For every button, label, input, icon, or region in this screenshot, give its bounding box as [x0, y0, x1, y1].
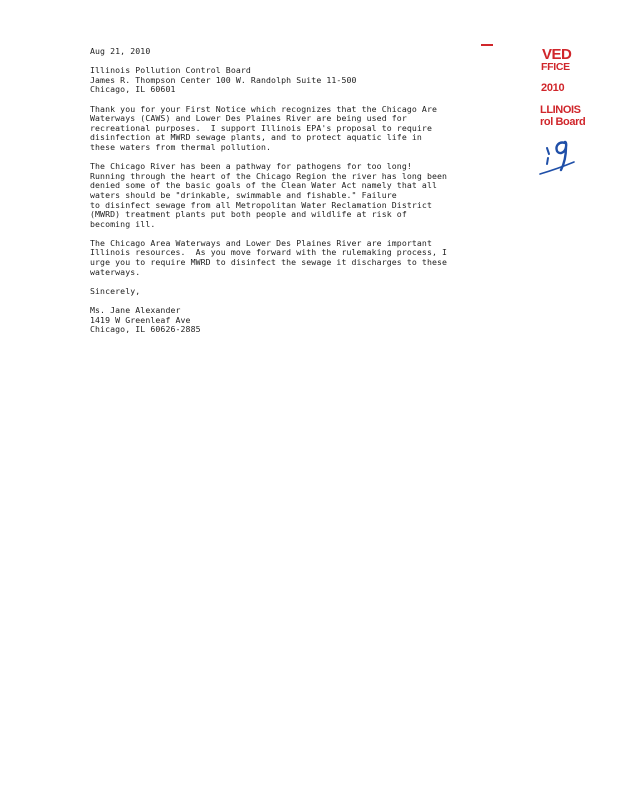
paragraph-line: (MWRD) treatment plants put both people and wildlife at risk of	[90, 209, 407, 220]
stamp-state-text: LLINOIS	[540, 104, 581, 116]
stamp-received-text: VED	[542, 46, 572, 63]
handwritten-mark	[538, 134, 578, 178]
paragraph-line: recreational purposes. I support Illinois EPA's proposal to require	[90, 122, 432, 133]
paragraph-line: becoming ill.	[90, 218, 156, 229]
recipient-line: James R. Thompson Center 100 W. Randolph Suite 11-500	[90, 74, 357, 85]
paragraph-line: Thank you for your First Notice which recognizes that the Chicago Are	[90, 103, 438, 114]
letter-date: Aug 21, 2010	[90, 46, 151, 56]
paragraph-line: The Chicago Area Waterways and Lower Des Plaines River are important	[90, 237, 432, 248]
stamp-office-text: FFICE	[541, 61, 570, 73]
paragraph-2	[90, 162, 490, 229]
recipient-address	[90, 66, 490, 95]
stamp-board-text: rol Board	[540, 116, 586, 128]
signature-name: Ms. Jane Alexander	[90, 305, 181, 316]
paragraph-line: Waterways (CAWS) and Lower Des Plaines River are being used for	[90, 113, 407, 124]
paragraph-line: these waters from thermal pollution.	[90, 141, 272, 152]
paragraph-line: denied some of the basic goals of the Clean Water Act namely that all	[90, 180, 438, 191]
paragraph-line: Illinois resources. As you move forward with the rulemaking process, I	[90, 247, 448, 258]
letter-body	[90, 47, 490, 335]
paragraph-line: waterways.	[90, 266, 141, 277]
paragraph-line: The Chicago River has been a pathway for pathogens for too long!	[90, 161, 412, 172]
stamp-date-text: 2010	[541, 82, 565, 94]
signature-block	[90, 306, 490, 335]
signature-city: Chicago, IL 60626-2885	[90, 324, 201, 335]
recipient-line: Chicago, IL 60601	[90, 84, 176, 95]
paragraph-line: disinfection at MWRD sewage plants, and to protect aquatic life in	[90, 132, 422, 143]
paragraph-line: Running through the heart of the Chicago Region the river has long been	[90, 170, 448, 181]
signature-street: 1419 W Greenleaf Ave	[90, 314, 191, 325]
recipient-line: Illinois Pollution Control Board	[90, 65, 251, 76]
stamp-mark	[481, 44, 493, 46]
paragraph-3	[90, 239, 490, 277]
paragraph-line: to disinfect sewage from all Metropolitan Water Reclamation District	[90, 199, 432, 210]
closing: Sincerely,	[90, 285, 141, 296]
paragraph-line: urge you to require MWRD to disinfect the sewage it discharges to these	[90, 257, 448, 268]
paragraph-1	[90, 105, 490, 153]
paragraph-line: waters should be "drinkable, swimmable and fishable." Failure	[90, 189, 397, 200]
